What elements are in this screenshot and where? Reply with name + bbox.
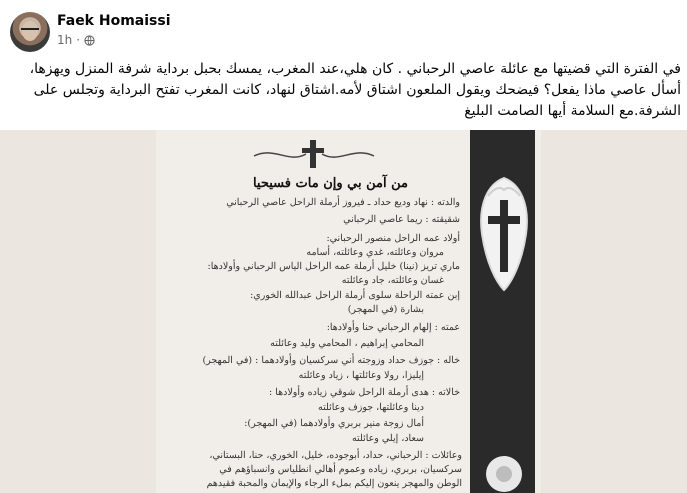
meta-separator: · (76, 33, 81, 47)
obituary-line: سعاد، إيلي وعائلته (351, 433, 424, 444)
obituary-line: إبن عمته الراحلة سلوى أرملة الراحل عبدالله الخوري: (250, 290, 460, 301)
author-name[interactable]: Faek Homaissi (57, 13, 171, 29)
obituary-line: الوطن والمهجر ينعون إليكم بملء الرجاء والإيمان والمحبة فقيدهم (206, 478, 462, 489)
obituary-line: مروان وعائلته، غدي وعائلته، أسامه (306, 247, 444, 258)
obituary-line: إيليزا، رولا وعائلتها ، زياد وعائلته (298, 370, 424, 381)
author-avatar[interactable] (10, 12, 50, 52)
obituary-line: المحامي إبراهيم ، المحامي وليد وعائلته (270, 338, 424, 349)
mourning-ribbon (470, 130, 535, 493)
obituary-line: عمته : إلهام الرحباني حنا وأولادها: (326, 322, 460, 333)
obituary-line: دينا وعائلتها، جوزف وعائلته (318, 402, 424, 413)
post-meta (57, 33, 95, 47)
post-header (0, 0, 687, 56)
cross-ornament-icon (244, 138, 384, 170)
post-image[interactable] (0, 130, 687, 493)
obituary-title: من آمن بي وإن مات فسيحيا (252, 176, 408, 191)
obituary-line: أولاد عمه الراحل منصور الرحباني: (326, 233, 460, 244)
obituary-line: شقيقته : ريما عاصي الرحباني (343, 214, 460, 225)
obituary-line: خاله : جوزف حداد وزوجته أني سركسيان وأولادهما : (في المهجر) (202, 355, 460, 366)
post-caption: في الفترة التي قضيتها مع عائلة عاصي الرحباني . كان هلي،عند المغرب، يمسك بحبل برداية شرفة المنزل ويهزها، أسأل عاصي ماذا يفعل؟ فيضحك ويقول الملعون اشتاق لأمه.اشتاق لنهاد، كانت المغرب تفتح البرداية وتجلس على الشرفة.مع السلامة أيها الصامت البليغ (29, 61, 681, 119)
post-time[interactable]: 1h (57, 33, 73, 47)
obituary-line: غسان وعائلته، جاد وعائلته (341, 275, 444, 286)
obituary-line: خالاته : هدى أرملة الراحل شوقي زياده وأولادها : (269, 387, 460, 398)
obituary-line: ماري تريز (نينا) خليل أرملة عمه الراحل الياس الرحباني وأولادها: (207, 261, 460, 272)
obituary-line: أمال زوجة منير بربري وأولادهما (في المهجر): (244, 418, 424, 429)
obituary-line: وعائلات : الرحباني، حداد، أبوجوده، خليل، الخوري، حنا، البستاني، (209, 450, 462, 461)
avatar-glasses (21, 28, 39, 34)
obituary-text (158, 130, 470, 493)
cross-emblem-icon (476, 174, 532, 294)
globe-icon[interactable] (84, 35, 95, 46)
obituary-line: بشارة (في المهجر) (347, 304, 424, 315)
flower-ornament-icon (478, 448, 530, 493)
obituary-line: والدته : نهاد وديع حداد ـ فيروز أرملة الراحل عاصي الرحباني (226, 197, 460, 208)
obituary-line: سركسيان، بربري، زياده وعموم أهالي انطلياس وانسباؤهم في (219, 464, 462, 475)
